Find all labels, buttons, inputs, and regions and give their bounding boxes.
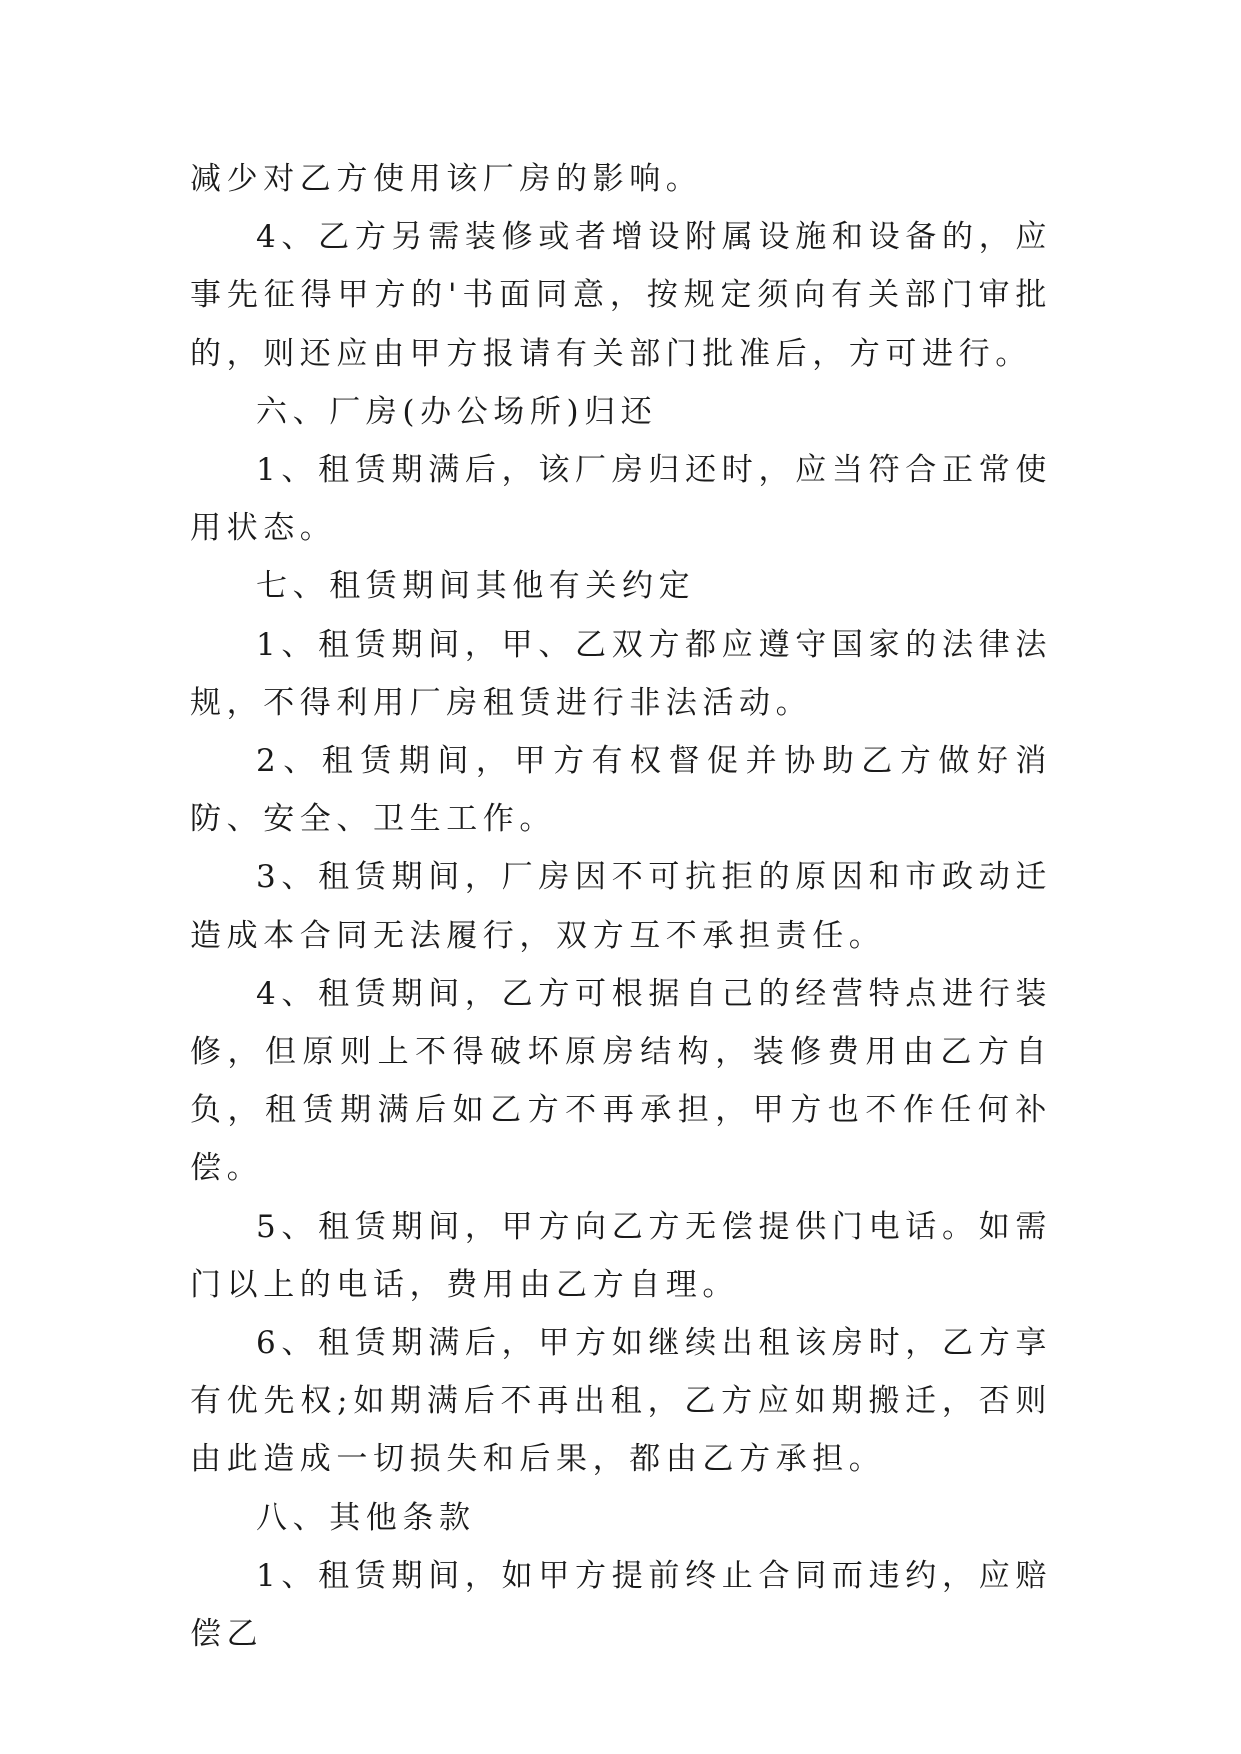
- paragraph: 6、租赁期满后，甲方如继续出租该房时，乙方享有优先权;如期满后不再出租，乙方应如期搬迁，否则由此造成一切损失和后果，都由乙方承担。: [190, 1325, 1052, 1478]
- section-heading: 七、租赁期间其他有关约定: [256, 568, 696, 605]
- paragraph: 2、租赁期间，甲方有权督促并协助乙方做好消防、安全、卫生工作。: [190, 743, 1052, 838]
- paragraph: 1、租赁期间，甲、乙双方都应遵守国家的法律法规，不得利用厂房租赁进行非法活动。: [190, 626, 1052, 721]
- paragraph: 4、租赁期间，乙方可根据自己的经营特点进行装修，但原则上不得破坏原房结构，装修费用由乙方自负，租赁期满后如乙方不再承担，甲方也不作任何补偿。: [190, 975, 1052, 1187]
- section-heading: 六、厂房(办公场所)归还: [256, 393, 658, 430]
- paragraph: 1、租赁期满后，该厂房归还时，应当符合正常使用状态。: [190, 452, 1052, 547]
- paragraph: 1、租赁期间，如甲方提前终止合同而违约，应赔偿乙: [190, 1557, 1052, 1653]
- paragraph: 5、租赁期间，甲方向乙方无偿提供门电话。如需门以上的电话，费用由乙方自理。: [190, 1208, 1052, 1303]
- section-heading: 八、其他条款: [256, 1499, 476, 1536]
- document-body: [190, 150, 1052, 1663]
- paragraph: 3、租赁期间，厂房因不可抗拒的原因和市政动迁造成本合同无法履行，双方互不承担责任。: [190, 859, 1052, 954]
- paragraph: 4、乙方另需装修或者增设附属设施和设备的，应事先征得甲方的'书面同意，按规定须向有关部门审批的，则还应由甲方报请有关部门批准后，方可进行。: [190, 219, 1052, 372]
- paragraph: 减少对乙方使用该厂房的影响。: [190, 161, 703, 197]
